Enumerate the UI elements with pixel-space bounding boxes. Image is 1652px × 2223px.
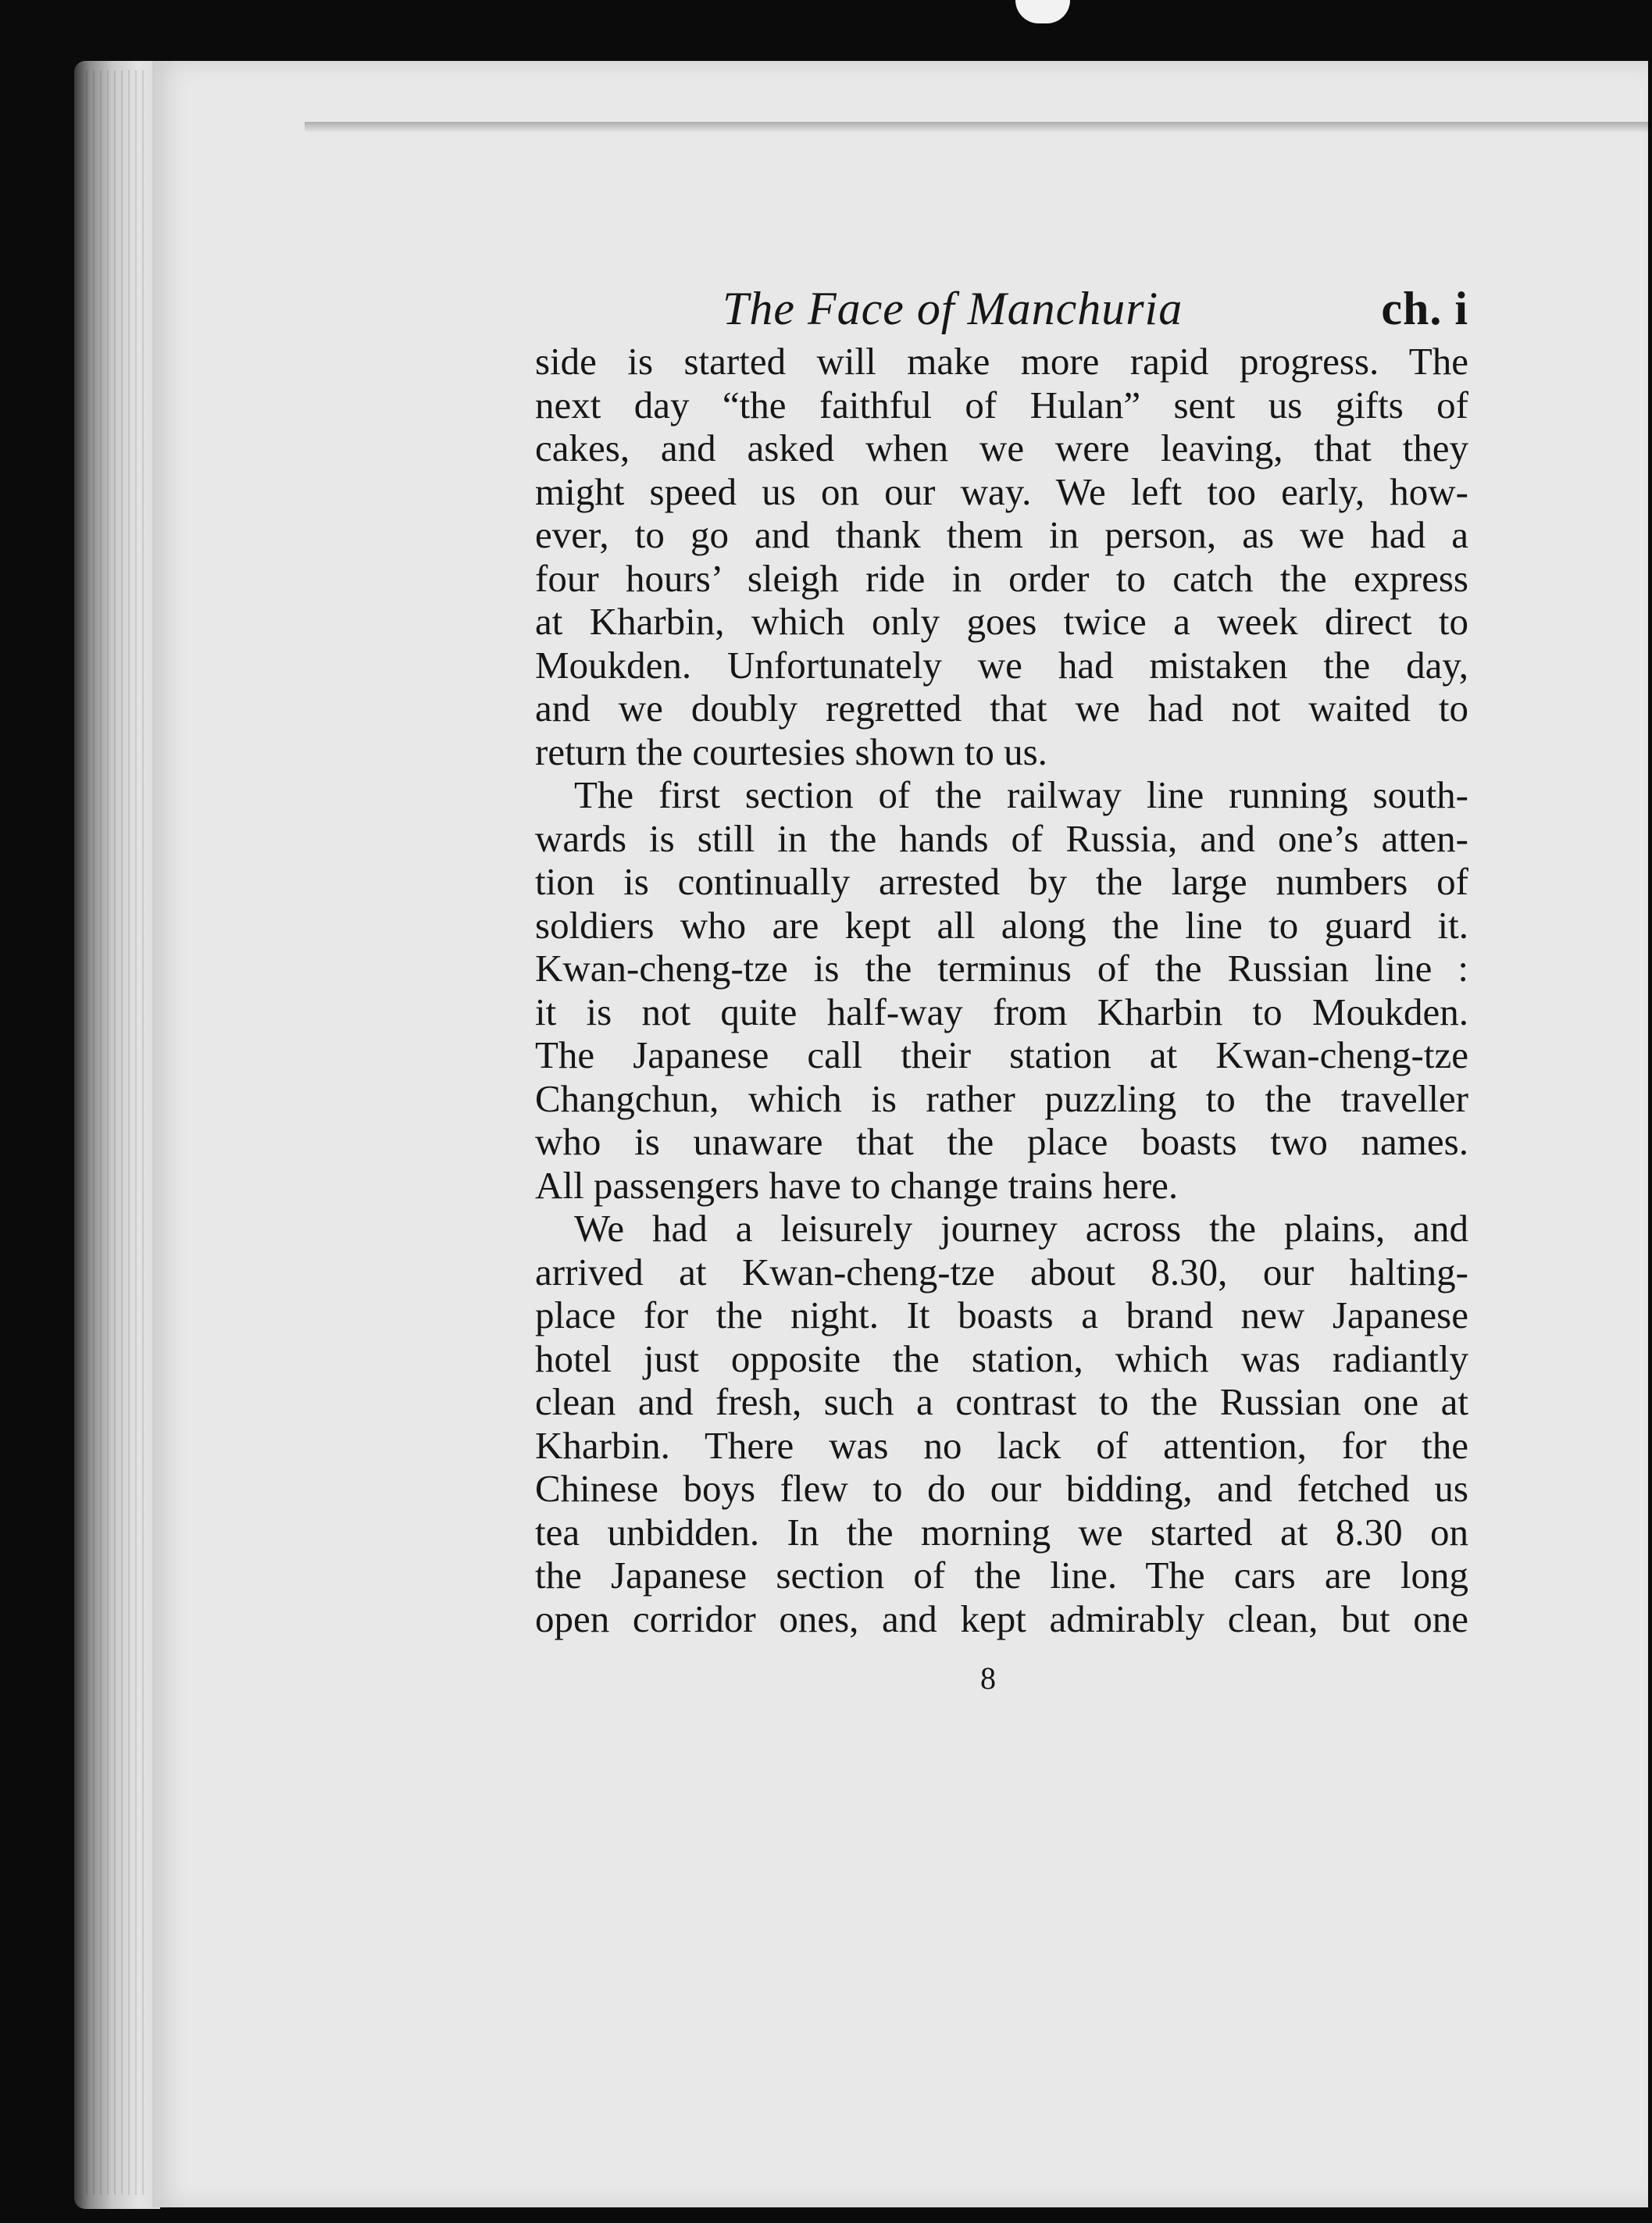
text-line: and we doubly regretted that we had not waited to xyxy=(535,687,1468,730)
text-line: place for the night. It boasts a brand new Japanese xyxy=(535,1293,1468,1336)
text-line: next day “the faithful of Hulan” sent us gifts of xyxy=(535,383,1468,426)
running-title: The Face of Manchuria xyxy=(723,283,1183,334)
text-line: Kwan-cheng-tze is the terminus of the Russian line : xyxy=(535,947,1468,990)
text-line: Moukden. Unfortunately we had mistaken the day, xyxy=(535,643,1468,687)
text-line: The Japanese call their station at Kwan-cheng-tze xyxy=(535,1033,1468,1076)
text-line: wards is still in the hands of Russia, and one’s atten- xyxy=(535,816,1468,860)
text-line: The first section of the railway line running south- xyxy=(574,773,1468,816)
text-line: the Japanese section of the line. The cars are long xyxy=(535,1554,1468,1597)
text-line: ever, to go and thank them in person, as we had a xyxy=(535,513,1468,556)
spine-texture xyxy=(86,70,148,2195)
text-line: cakes, and asked when we were leaving, that they xyxy=(535,426,1468,469)
text-line: Changchun, which is rather puzzling to the traveller xyxy=(535,1076,1468,1120)
running-head xyxy=(535,277,1468,340)
text-line: Chinese boys flew to do our bidding, and fetched us xyxy=(535,1467,1468,1510)
text-line: We had a leisurely journey across the plains, and xyxy=(574,1207,1468,1250)
text-line: clean and fresh, such a contrast to the Russian one at xyxy=(535,1380,1468,1423)
text-line: it is not quite half-way from Kharbin to Moukden. xyxy=(535,990,1468,1033)
text-line: Kharbin. There was no lack of attention, for the xyxy=(535,1423,1468,1467)
text-line: All passengers have to change trains here. xyxy=(535,1163,1179,1207)
chapter-label: ch. i xyxy=(1381,283,1468,334)
text-line: hotel just opposite the station, which was radiantly xyxy=(535,1336,1468,1380)
text-line: open corridor ones, and kept admirably clean, but one xyxy=(535,1597,1468,1640)
text-line: side is started will make more rapid progress. The xyxy=(535,340,1468,383)
text-line: return the courtesies shown to us. xyxy=(535,730,1047,773)
text-line: might speed us on our way. We left too early, how- xyxy=(535,469,1468,513)
paragraph xyxy=(535,773,1468,1207)
text-line: tion is continually arrested by the large numbers of xyxy=(535,860,1468,903)
text-line: tea unbidden. In the morning we started at 8.30 on xyxy=(535,1510,1468,1554)
text-block xyxy=(535,277,1468,1640)
body-text xyxy=(535,340,1468,1640)
text-line: four hours’ sleigh ride in order to catch the express xyxy=(535,556,1468,600)
paragraph xyxy=(535,340,1468,773)
page-top-shadow xyxy=(305,122,1652,133)
text-line: arrived at Kwan-cheng-tze about 8.30, our halting- xyxy=(535,1250,1468,1293)
page-number: 8 xyxy=(980,1661,996,1696)
scan-notch xyxy=(1015,0,1070,23)
text-line: who is unaware that the place boasts two names. xyxy=(535,1120,1468,1163)
text-line: at Kharbin, which only goes twice a week direct to xyxy=(535,600,1468,643)
text-line: soldiers who are kept all along the line to guard it. xyxy=(535,903,1468,947)
paragraph xyxy=(535,1207,1468,1640)
